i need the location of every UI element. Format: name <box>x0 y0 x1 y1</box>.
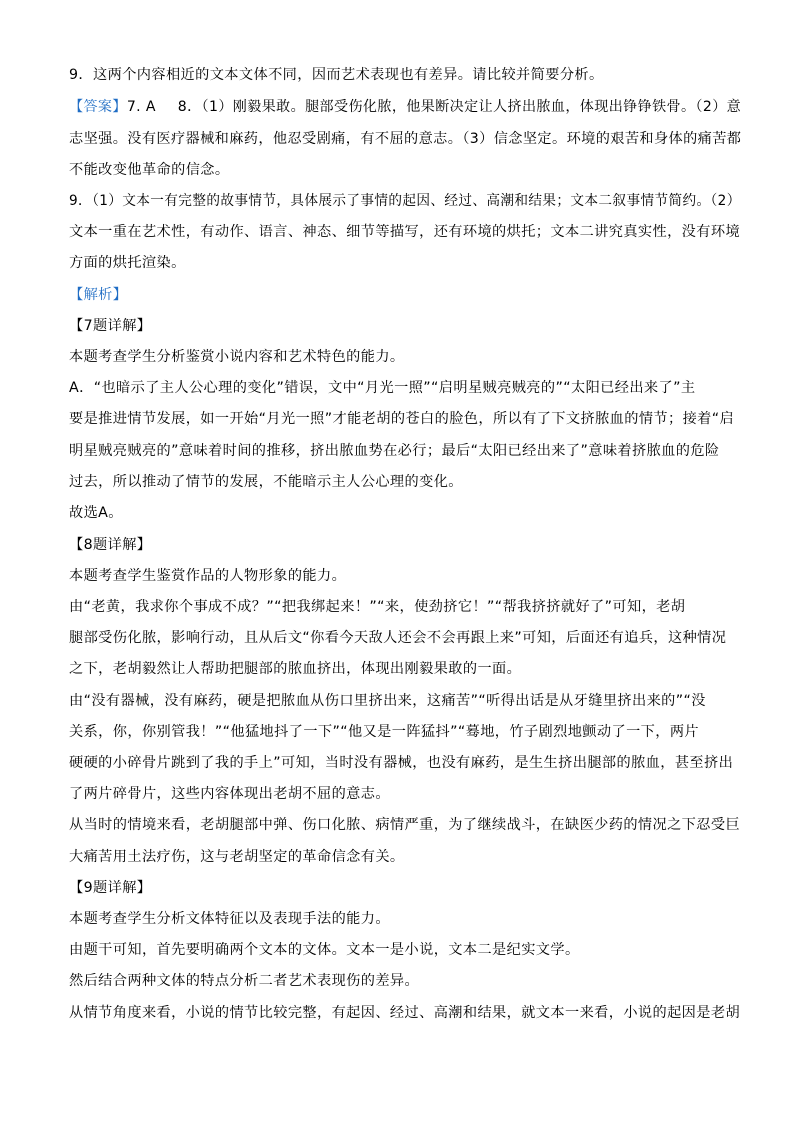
para-8-2: 由“老黄，我求你个事成不成？”“把我绑起来！”“来，使劲挤它！”“帮我挤挤就好了”可知，老胡 <box>69 599 686 615</box>
heading-7: 【7题详解】 <box>69 318 152 334</box>
answer-8-line2: 志坚强。没有医疗器械和麻药，他忍受剧痛，有不屈的意志。（3）信念坚定。环境的艰苦和身体的痛苦都 <box>69 131 742 147</box>
answer-9-line2: 文本一重在艺术性，有动作、语言、神态、细节等描写，还有环境的烘托；文本二讲究真实性，没有环境 <box>69 224 741 240</box>
heading-8: 【8题详解】 <box>69 537 152 553</box>
para-8-10: 大痛苦用土法疗伤，这与老胡坚定的革命信念有关。 <box>69 849 405 865</box>
para-9-4: 从情节角度来看，小说的情节比较完整，有起因、经过、高潮和结果，就文本一来看，小说的起因是老胡 <box>69 1005 741 1021</box>
para-8-8: 了两片碎骨片，这些内容体现出老胡不屈的意志。 <box>69 786 390 802</box>
para-7-2: A．“也暗示了主人公心理的变化”错误，文中“月光一照”“启明星贼亮贼亮的”“太阳已经出来了”主 <box>69 380 696 396</box>
para-8-6: 关系，你，你别管我！”“他猛地抖了一下”“他又是一阵猛抖”“蓦地，竹子剧烈地颤动了一下，两片 <box>69 724 700 740</box>
para-9-2: 由题干可知，首先要明确两个文本的文体。文本一是小说，文本二是纪实文学。 <box>69 942 580 958</box>
answer-9-line3: 方面的烘托渲染。 <box>69 255 186 271</box>
answer-8-line3: 不能改变他革命的信念。 <box>69 162 230 178</box>
para-7-1: 本题考查学生分析鉴赏小说内容和艺术特色的能力。 <box>69 349 405 365</box>
para-8-1: 本题考查学生鉴赏作品的人物形象的能力。 <box>69 568 347 584</box>
answer-9-line1: 9．（1）文本一有完整的故事情节，具体展示了事情的起因、经过、高潮和结果；文本二叙事情节简约。（2） <box>69 193 741 209</box>
question-9: 9．这两个内容相近的文本文体不同，因而艺术表现也有差异。请比较并简要分析。 <box>69 67 604 83</box>
heading-9: 【9题详解】 <box>69 880 152 896</box>
para-8-9: 从当时的情境来看，老胡腿部中弹、伤口化脓、病情严重，为了继续战斗，在缺医少药的情况之下忍受巨 <box>69 817 741 833</box>
answer-7: 7. A <box>126 99 156 115</box>
para-7-6: 故选A。 <box>69 505 123 521</box>
para-8-5: 由“没有器械，没有麻药，硬是把脓血从伤口里挤出来，这痛苦”“听得出话是从牙缝里挤出来的”“没 <box>69 693 706 709</box>
para-8-7: 硬硬的小碎骨片跳到了我的手上”可知，当时没有器械，也没有麻药，是生生挤出腿部的脓血，甚至挤出 <box>69 755 734 771</box>
answer-8-line1: 8．（1）刚毅果敢。腿部受伤化脓，他果断决定让人挤出脓血，体现出铮铮铁骨。（2）意 <box>177 99 742 115</box>
para-7-3: 要是推进情节发展，如一开始“月光一照”才能老胡的苍白的脸色，所以有了下文挤脓血的情节；接着“启 <box>69 411 735 427</box>
para-8-3: 腿部受伤化脓，影响行动，且从后文“你看今天敌人还会不会再跟上来”可知，后面还有追兵，这种情况 <box>69 630 727 646</box>
answer-line <box>69 97 741 117</box>
para-9-1: 本题考查学生分析文体特征以及表现手法的能力。 <box>69 911 390 927</box>
para-7-5: 过去，所以推动了情节的发展，不能暗示主人公心理的变化。 <box>69 474 463 490</box>
para-8-4: 之下，老胡毅然让人帮助把腿部的脓血挤出，体现出刚毅果敢的一面。 <box>69 661 522 677</box>
para-9-3: 然后结合两种文体的特点分析二者艺术表现伤的差异。 <box>69 973 420 989</box>
para-7-4: 明星贼亮贼亮的”意味着时间的推移，挤出脓血势在必行；最后“太阳已经出来了”意味着挤脓血的危险 <box>69 443 720 459</box>
analysis-tag: 【解析】 <box>69 287 128 303</box>
answer-tag: 【答案】 <box>69 99 127 115</box>
